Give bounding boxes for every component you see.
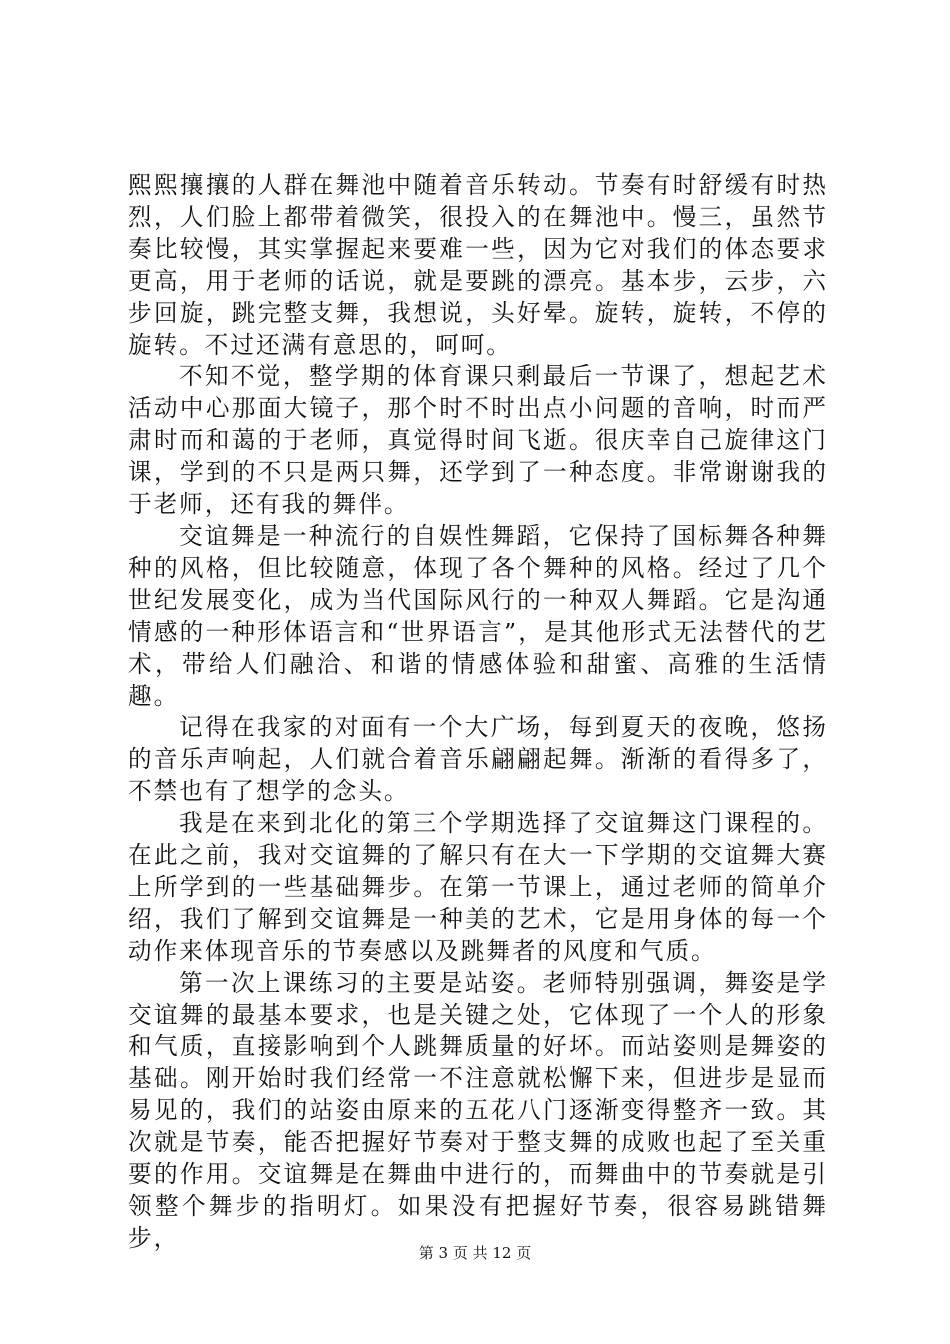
- paragraph: 不知不觉，整学期的体育课只剩最后一节课了，想起艺术活动中心那面大镜子，那个时不时出点小问题的音响，时而严肃时而和蔼的于老师，真觉得时间飞逝。很庆幸自己旋律这门课，学到的不只是两只舞，还学到了一种态度。非常谢谢我的于老师，还有我的舞伴。: [128, 362, 828, 519]
- page-number-footer: 第 3 页 共 12 页: [418, 1244, 532, 1262]
- body-text: [128, 170, 828, 1255]
- paragraph: 记得在我家的对面有一个大广场，每到夏天的夜晚，悠扬的音乐声响起，人们就合着音乐翩翩起舞。渐渐的看得多了，不禁也有了想学的念头。: [128, 713, 828, 806]
- paragraph: 交谊舞是一种流行的自娱性舞蹈，它保持了国标舞各种舞种的风格，但比较随意，体现了各个舞种的风格。经过了几个世纪发展变化，成为当代国际风行的一种双人舞蹈。它是沟通情感的一种形体语言和“世界语言”，是其他形式无法替代的艺术，带给人们融洽、和谐的情感体验和甜蜜、高雅的生活情趣。: [128, 521, 828, 710]
- paragraph: 熙熙攘攘的人群在舞池中随着音乐转动。节奏有时舒缓有时热烈，人们脸上都带着微笑，很投入的在舞池中。慢三，虽然节奏比较慢，其实掌握起来要难一些，因为它对我们的体态要求更高，用于老师的话说，就是要跳的漂亮。基本步，云步，六步回旋，跳完整支舞，我想说，头好晕。旋转，旋转，不停的旋转。不过还满有意思的，呵呵。: [128, 171, 828, 359]
- paragraph: 我是在来到北化的第三个学期选择了交谊舞这门课程的。在此之前，我对交谊舞的了解只有在大一下学期的交谊舞大赛上所学到的一些基础舞步。在第一节课上，通过老师的简单介绍，我们了解到交谊舞是一种美的艺术，它是用身体的每一个动作来体现音乐的节奏感以及跳舞者的风度和气质。: [128, 809, 828, 965]
- paragraph: 第一次上课练习的主要是站姿。老师特别强调，舞姿是学交谊舞的最基本要求，也是关键之处，它体现了一个人的形象和气质，直接影响到个人跳舞质量的好坏。而站姿则是舞姿的基础。刚开始时我们经常一不注意就松懈下来，但进步是显而易见的，我们的站姿由原来的五花八门逐渐变得整齐一致。其次就是节奏，能否把握好节奏对于整支舞的成败也起了至关重要的作用。交谊舞是在舞曲中进行的，而舞曲中的节奏就是引领整个舞步的指明灯。如果没有把握好节奏，很容易跳错舞步，: [128, 968, 828, 1252]
